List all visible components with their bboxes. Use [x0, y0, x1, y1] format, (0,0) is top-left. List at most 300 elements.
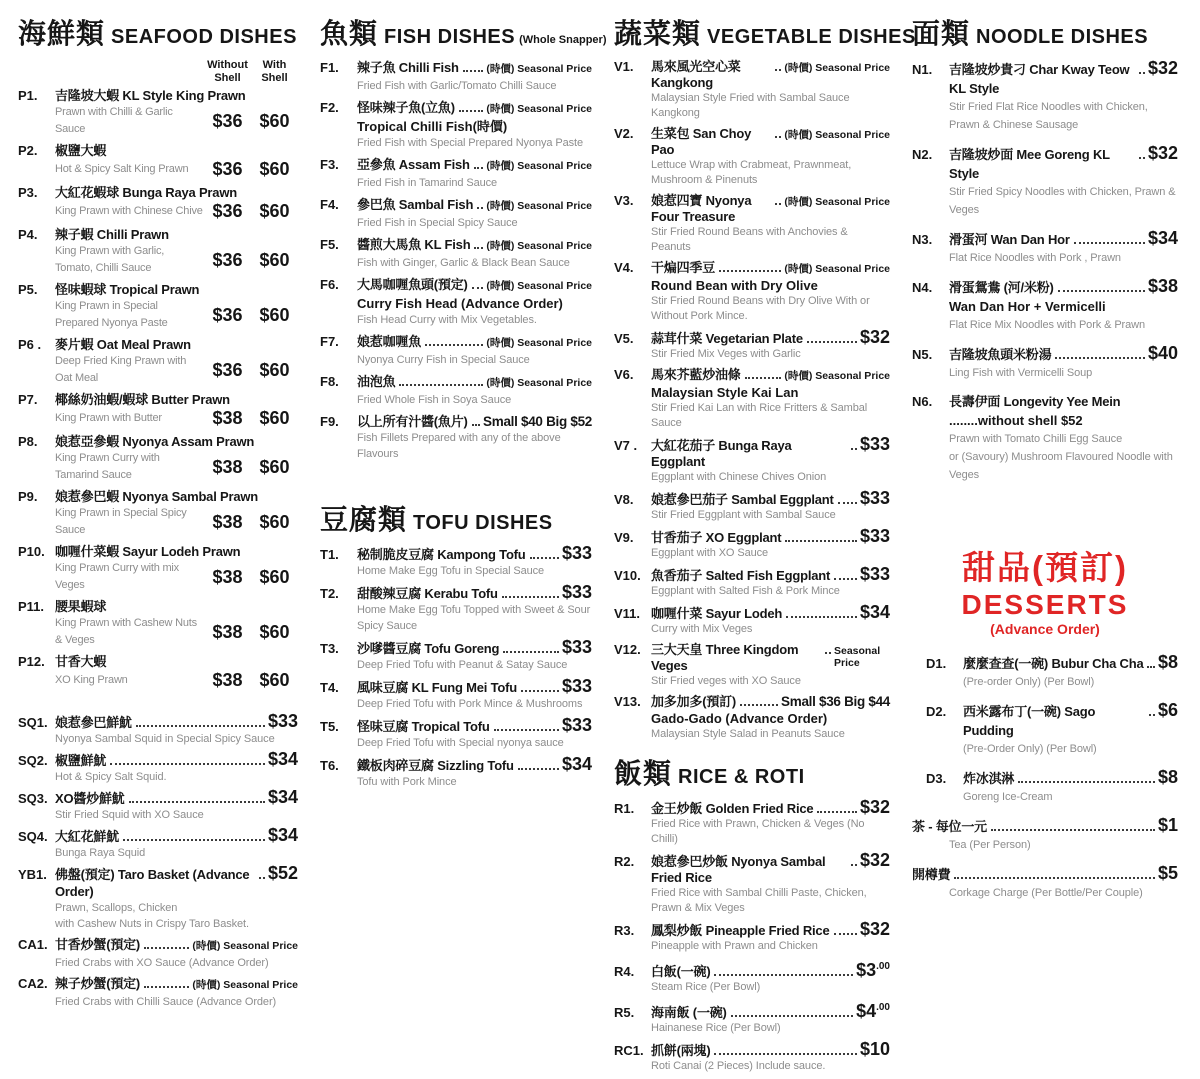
item-title: 麥片蝦 Oat Meal Prawn — [55, 337, 191, 352]
item-price: $32 — [859, 850, 890, 870]
item-title: 大紅花蝦球 Bunga Raya Prawn — [55, 185, 237, 200]
item-title: 甘香茄子 XO Eggplant — [651, 530, 782, 545]
item-title: 甜酸辣豆腐 Kerabu Tofu — [357, 586, 498, 601]
item-title-row — [18, 827, 298, 845]
item-description: Prawn with Chilli & Garlic Sauce — [55, 106, 173, 135]
item-subtitle: ........without shell $52 — [949, 413, 1083, 428]
menu-section-tofu-dishes — [320, 498, 592, 790]
item-title-row — [18, 543, 298, 560]
section-title-en: DESSERTS — [961, 589, 1129, 620]
section-header — [320, 12, 607, 52]
item-title-row — [912, 144, 1178, 183]
item-title: 娘惹咖喱魚 — [357, 334, 422, 349]
item-title: 以上所有汁醬(魚片) — [357, 414, 468, 429]
menu-item-SQ4 — [18, 827, 298, 861]
item-title: 麼麼查查(一碗) Bubur Cha Cha — [963, 656, 1144, 671]
item-price: $34 — [267, 787, 298, 807]
menu-item-N1 — [912, 59, 1178, 134]
item-price: $6 — [1157, 700, 1178, 720]
price-without-shell: $36 — [212, 359, 243, 380]
price-without-shell: $36 — [212, 304, 243, 325]
item-description: (Pre-Order Only) (Per Bowl) — [963, 743, 1097, 755]
dotted-leader — [502, 596, 559, 598]
item-description: Pineapple with Prawn and Chicken — [651, 940, 818, 952]
item-price: $\$4^{.00}$ — [856, 1001, 890, 1021]
menu-section-rice-roti — [614, 752, 890, 1074]
price-without-shell: $38 — [212, 670, 243, 690]
item-title: 辣子蝦 Chilli Prawn — [55, 227, 169, 242]
item-price: (時價) Seasonal Price — [486, 200, 592, 212]
item-description: Fried Crabs with Chilli Sauce (Advance Order) — [55, 996, 277, 1008]
item-subtitle: Gado-Gado (Advance Order) — [651, 711, 828, 726]
item-title: 吉隆坡大蝦 KL Style King Prawn — [55, 88, 246, 103]
menu-column-4 — [912, 12, 1200, 1079]
item-title: 白飯(一碗) — [651, 964, 711, 979]
dotted-leader — [518, 768, 559, 770]
menu-item-P8 — [18, 433, 298, 484]
item-title-row — [18, 391, 298, 408]
item-description: Eggplant with XO Sauce — [651, 547, 769, 559]
item-description: King Prawn Curry with mix Veges — [55, 562, 179, 591]
item-title: 椒鹽大蝦 — [55, 143, 107, 158]
item-description: Stir Fried Round Beans with Anchovies & Peanuts — [651, 226, 848, 253]
item-price: $32 — [1147, 143, 1178, 163]
item-price: $33 — [859, 434, 890, 454]
section-header — [320, 498, 592, 538]
item-price: (時價) Seasonal Price — [486, 103, 592, 115]
price-column-header-line: Without — [207, 59, 248, 71]
menu-item-V1 — [614, 59, 890, 121]
item-price: (時價) Seasonal Price — [784, 62, 890, 74]
dotted-leader — [472, 424, 480, 426]
item-description: Deep Fried Tofu with Peanut & Satay Sauce — [357, 659, 568, 671]
dotted-leader — [521, 690, 559, 692]
item-code: D3. — [926, 771, 947, 786]
menu-item-P11 — [18, 598, 298, 649]
dotted-leader — [851, 448, 857, 450]
item-title-row — [614, 921, 890, 939]
item-title-row — [18, 598, 298, 615]
item-title: 娘惹參巴鮮魷 — [55, 715, 132, 730]
item-price: (時價) Seasonal Price — [784, 129, 890, 141]
price-without-shell: $38 — [212, 566, 243, 587]
item-code: R5. — [614, 1005, 635, 1020]
item-description: Lettuce Wrap with Crabmeat, Prawnmeat, Mushroom & Pinenuts — [651, 159, 852, 186]
item-title-row — [320, 276, 592, 295]
menu-item-V5 — [614, 329, 890, 362]
menu-item-V13 — [614, 694, 890, 742]
dotted-leader — [459, 110, 484, 112]
item-price: (時價) Seasonal Price — [784, 196, 890, 208]
dotted-leader — [785, 540, 857, 542]
item-code: R3. — [614, 923, 635, 938]
menu-item-N3 — [912, 229, 1178, 267]
item-description: Prawn & Chinese Sausage — [949, 119, 1079, 131]
dotted-leader — [825, 652, 831, 654]
item-price: $33 — [561, 715, 592, 735]
item-price: Small $40 Big $52 — [483, 414, 592, 429]
section-title-en: NOODLE DISHES — [976, 26, 1149, 48]
item-description: Fish with Ginger, Garlic & Black Bean Sauce — [357, 257, 570, 269]
item-price: $\$3^{.00}$ — [856, 960, 890, 980]
item-code: V5. — [614, 331, 634, 346]
item-title-row — [320, 756, 592, 774]
item-description: Eggplant with Salted Fish & Pork Mince — [651, 585, 840, 597]
item-price: (時價) Seasonal Price — [486, 160, 592, 172]
item-code: T1. — [320, 547, 339, 562]
dotted-leader — [740, 704, 778, 706]
item-title-row — [320, 584, 592, 602]
item-title: 怪味豆腐 Tropical Tofu — [357, 719, 490, 734]
menu-section-seafood-dishes — [18, 12, 298, 691]
menu-section-noodle-dishes — [912, 12, 1178, 484]
item-code: SQ4. — [18, 829, 48, 844]
price-without-shell: $36 — [212, 249, 243, 270]
item-description: Fried Rice with Prawn, Chicken & Veges (No Chilli) — [651, 818, 865, 845]
menu-item-開樽費 — [912, 864, 1178, 902]
item-code: N1. — [912, 62, 933, 77]
item-code: T3. — [320, 641, 339, 656]
item-title: 怪味蝦球 Tropical Prawn — [55, 282, 200, 297]
item-price: (時價) Seasonal Price — [486, 337, 592, 349]
item-title-row — [912, 392, 1178, 411]
item-title-row — [18, 975, 298, 994]
item-code: V10. — [614, 568, 641, 583]
item-desc-price-row — [18, 243, 298, 277]
menu-item-F9 — [320, 413, 592, 462]
item-description: Fried Whole Fish in Soya Sauce — [357, 394, 512, 406]
dotted-leader — [463, 70, 484, 72]
dotted-leader — [1074, 242, 1145, 244]
item-price: (時價) Seasonal Price — [486, 280, 592, 292]
item-code: P7. — [18, 392, 38, 407]
price-column-header-line: Shell — [261, 72, 288, 84]
menu-item-茶 - — [912, 816, 1178, 854]
item-description: Home Make Egg Tofu Topped with Sweet & Sour Spicy Sauce — [357, 604, 591, 632]
item-title: 娘惹四寶 Nyonya Four Treasure — [651, 193, 752, 224]
item-code: P8. — [18, 434, 38, 449]
item-title-row — [614, 367, 890, 384]
item-price: $10 — [859, 1039, 890, 1059]
dotted-leader — [129, 801, 265, 803]
menu-item-F2 — [320, 99, 592, 151]
menu-item-SQ3 — [18, 789, 298, 823]
menu-item-V10 — [614, 566, 890, 599]
price-with-shell: $60 — [259, 201, 290, 221]
item-code: F1. — [320, 60, 339, 75]
item-code: V9. — [614, 530, 634, 545]
price-with-shell: $60 — [259, 249, 290, 270]
item-code: D1. — [926, 656, 947, 671]
section-title-en: TOFU DISHES — [413, 512, 553, 534]
item-title: 鳳梨炒飯 Pineapple Fried Rice — [651, 923, 830, 938]
item-description: Tofu with Pork Mince — [357, 776, 457, 788]
item-title: 開樽費 — [912, 867, 951, 882]
item-code: N5. — [912, 347, 933, 362]
menu-column-1 — [18, 12, 320, 1079]
price-with-shell: $60 — [259, 359, 290, 380]
item-code: F8. — [320, 374, 339, 389]
section-title-zh: 蔬菜類 — [614, 18, 702, 49]
item-price: $52 — [267, 863, 298, 883]
price-column-header-line: Shell — [214, 72, 241, 84]
menu-item-T3 — [320, 639, 592, 673]
item-code: P6 . — [18, 337, 42, 352]
section-title-en: VEGETABLE DISHES — [707, 26, 916, 48]
menu-item-V12 — [614, 642, 890, 689]
item-title-row — [320, 717, 592, 735]
item-title: 茶 - 每位一元 — [912, 819, 987, 834]
item-code: T4. — [320, 680, 339, 695]
menu-item-V11 — [614, 604, 890, 637]
item-title-row — [320, 413, 592, 430]
menu-item-T4 — [320, 678, 592, 712]
item-title-row — [320, 333, 592, 352]
item-code: V2. — [614, 126, 634, 141]
dotted-leader — [477, 207, 483, 209]
menu-item-V7 — [614, 436, 890, 485]
item-title-row — [18, 936, 298, 955]
item-title-row — [614, 1000, 890, 1021]
item-description: King Prawn with Butter — [55, 412, 162, 424]
item-description: Hot & Spicy Salt King Prawn — [55, 163, 189, 175]
item-price: $33 — [561, 543, 592, 563]
dotted-leader — [775, 136, 781, 138]
item-price: $33 — [561, 582, 592, 602]
item-description: King Prawn in Special Prepared Nyonya Paste — [55, 300, 168, 329]
item-title: 大紅花茄子 Bunga Raya Eggplant — [651, 438, 792, 469]
menu-item-F4 — [320, 196, 592, 231]
item-title: 海南飯 (一碗) — [651, 1005, 727, 1020]
item-title: 娘惹參巴蝦 Nyonya Sambal Prawn — [55, 489, 259, 504]
item-code: P1. — [18, 88, 38, 103]
dotted-leader — [1139, 157, 1145, 159]
menu-item-SQ1 — [18, 713, 298, 747]
price-column-header — [251, 59, 298, 85]
item-title-row — [614, 126, 890, 158]
menu-section-vegetable-dishes — [614, 12, 916, 742]
dotted-leader — [775, 69, 781, 71]
menu-item-R1 — [614, 799, 890, 847]
item-title-row — [320, 639, 592, 657]
item-title-row — [18, 488, 298, 505]
item-code: P4. — [18, 227, 38, 242]
item-title: 吉隆坡炒面 Mee Goreng KL Style — [949, 147, 1110, 181]
item-description: Nyonya Sambal Squid in Special Spicy Sauce — [55, 733, 275, 745]
menu-item-N4 — [912, 277, 1178, 334]
item-code: V13. — [614, 694, 641, 709]
item-title: 生菜包 San Choy Pao — [651, 126, 752, 157]
item-title: 甘香大蝦 — [55, 654, 107, 669]
item-title-row — [18, 713, 298, 731]
item-price: (時價) Seasonal Price — [486, 240, 592, 252]
price-with-shell: $60 — [259, 566, 290, 587]
item-description: King Prawn with Cashew Nuts & Veges — [55, 617, 197, 646]
item-title-row — [912, 229, 1178, 249]
item-title: 辣子炒蟹(預定) — [55, 976, 141, 991]
item-title-row — [614, 604, 890, 622]
item-code: F4. — [320, 197, 339, 212]
item-code: V4. — [614, 260, 634, 275]
item-description: Fried Rice with Sambal Chilli Paste, Chicken, Prawn & Mix Veges — [651, 887, 867, 914]
item-title: 咖喱什菜蝦 Sayur Lodeh Prawn — [55, 544, 241, 559]
item-title: 佛盤(預定) Taro Basket (Advance Order) — [55, 867, 250, 899]
menu-item-R5 — [614, 1000, 890, 1036]
item-desc-price-row — [18, 104, 298, 138]
item-description: Hainanese Rice (Per Bowl) — [651, 1022, 781, 1034]
item-code: P9. — [18, 489, 38, 504]
price-without-shell: $36 — [212, 201, 243, 221]
menu-item-N2 — [912, 144, 1178, 219]
item-title-row — [614, 193, 890, 225]
item-description: Hot & Spicy Salt Squid. — [55, 771, 167, 783]
price-without-shell: $38 — [212, 621, 243, 642]
dotted-leader — [1147, 666, 1154, 668]
item-description: King Prawn with Garlic, Tomato, Chilli Sauce — [55, 245, 165, 274]
item-desc-price-row — [18, 450, 298, 484]
dotted-leader — [399, 384, 483, 386]
item-price: $32 — [859, 919, 890, 939]
item-title-row — [18, 87, 298, 104]
item-price: $40 — [1147, 343, 1178, 363]
item-title-row — [912, 277, 1178, 297]
menu-item-R2 — [614, 852, 890, 916]
item-title-row — [320, 545, 592, 563]
dotted-leader — [851, 864, 857, 866]
item-desc-price-row — [18, 201, 298, 222]
dotted-leader — [530, 557, 559, 559]
item-code: SQ1. — [18, 715, 48, 730]
dotted-leader — [1139, 72, 1145, 74]
price-column-headers — [18, 59, 298, 85]
item-title-row — [18, 653, 298, 670]
item-code: T6. — [320, 758, 339, 773]
dotted-leader — [425, 344, 483, 346]
section-title-zh: 面類 — [912, 18, 971, 49]
item-code: P11. — [18, 599, 45, 614]
dotted-leader — [1149, 714, 1155, 716]
price-with-shell: $60 — [259, 456, 290, 477]
dotted-leader — [110, 763, 265, 765]
section-title-zh: 豆腐類 — [320, 504, 408, 535]
item-description: Fried Fish in Special Spicy Sauce — [357, 217, 518, 229]
item-title-row — [18, 865, 298, 900]
item-code: V3. — [614, 193, 634, 208]
menu-item-F1 — [320, 59, 592, 94]
item-code: RC1. — [614, 1043, 644, 1058]
item-code: N4. — [912, 280, 933, 295]
menu-column-2 — [320, 12, 614, 1079]
menu-item-D3 — [926, 768, 1178, 806]
item-title: 亞參魚 Assam Fish — [357, 157, 470, 172]
item-code: F6. — [320, 277, 339, 292]
item-title: 甘香炒蟹(預定) — [55, 937, 141, 952]
menu-item-P5 — [18, 281, 298, 332]
item-title: 油泡魚 — [357, 374, 396, 389]
menu-item-P1 — [18, 87, 298, 138]
item-description: Deep Fried Tofu with Pork Mince & Mushrooms — [357, 698, 583, 710]
menu-item-P6 — [18, 336, 298, 387]
item-title-row — [614, 436, 890, 470]
section-title-en: FISH DISHES — [384, 26, 516, 48]
price-without-shell: $36 — [212, 110, 243, 131]
item-title-row — [320, 99, 592, 118]
item-code: P5. — [18, 282, 38, 297]
item-title-row — [18, 433, 298, 450]
item-price: $34 — [859, 602, 890, 622]
item-title: 咖喱什菜 Sayur Lodeh — [651, 606, 783, 621]
item-description: Fried Fish with Special Prepared Nyonya Paste — [357, 137, 583, 149]
item-title-row — [18, 281, 298, 298]
item-code: SQ2. — [18, 753, 48, 768]
menu-item-YB1 — [18, 865, 298, 932]
menu-item-N6 — [912, 392, 1178, 484]
item-code: V8. — [614, 492, 634, 507]
dotted-leader — [954, 877, 1155, 879]
item-code: F9. — [320, 414, 339, 429]
menu-item-V4 — [614, 260, 890, 324]
item-description: Flat Rice Mix Noodles with Pork & Prawn — [949, 319, 1145, 331]
item-code: V1. — [614, 59, 634, 74]
dotted-leader — [144, 947, 189, 949]
item-description: Stir Fried Eggplant with Sambal Sauce — [651, 509, 836, 521]
item-code: F5. — [320, 237, 339, 252]
item-code: V11. — [614, 606, 641, 621]
section-title-zh: 海鮮類 — [18, 18, 106, 49]
item-price: $1 — [1157, 815, 1178, 835]
item-title: 辣子魚 Chilli Fish — [357, 60, 459, 75]
item-price: $33 — [859, 488, 890, 508]
dotted-leader — [474, 167, 484, 169]
item-description: Stir Fried Spicy Noodles with Chicken, Prawn & Veges — [949, 186, 1176, 216]
dotted-leader — [136, 725, 265, 727]
item-code: N6. — [912, 394, 933, 409]
item-title-row — [614, 566, 890, 584]
menu-item-SQ2 — [18, 751, 298, 785]
dotted-leader — [123, 839, 265, 841]
item-title-row — [320, 156, 592, 175]
section-header — [614, 752, 890, 792]
section-title-zh: 飯類 — [614, 758, 673, 789]
item-title-row — [614, 852, 890, 886]
item-description: (Pre-order Only) (Per Bowl) — [963, 676, 1095, 688]
item-description: Fried Crabs with XO Sauce (Advance Order) — [55, 957, 269, 969]
item-description: Flat Rice Noodles with Pork , Prawn — [949, 252, 1121, 264]
item-title: 馬來風光空心菜 Kangkong — [651, 59, 741, 90]
item-price-cents: .00 — [876, 961, 890, 972]
price-column-header — [204, 59, 251, 85]
item-title-row — [320, 236, 592, 255]
item-title-row — [18, 142, 298, 159]
item-title: 娘惹亞參蝦 Nyonya Assam Prawn — [55, 434, 255, 449]
section-title-suffix: (Whole Snapper) — [519, 34, 607, 46]
item-title: 蒜茸什菜 Vegetarian Plate — [651, 331, 803, 346]
item-title-row — [614, 959, 890, 980]
item-description: Stir Fried Round Beans with Dry Olive With or Without Pork Mince. — [651, 295, 870, 322]
item-price: Small $36 Big $44 — [781, 694, 890, 709]
dotted-leader — [719, 270, 781, 272]
item-description: or (Savoury) Mushroom Flavoured Noodle with Veges — [949, 451, 1173, 481]
menu-item-V9 — [614, 528, 890, 561]
item-code: P10. — [18, 544, 45, 559]
menu-item-RC1 — [614, 1041, 890, 1074]
item-code: R2. — [614, 854, 635, 869]
item-title: 椒鹽鮮魷 — [55, 753, 107, 768]
item-price: (時價) Seasonal Price — [192, 940, 298, 952]
menu-item-T1 — [320, 545, 592, 579]
menu-item-N5 — [912, 344, 1178, 382]
item-title: 大紅花鮮魷 — [55, 829, 120, 844]
